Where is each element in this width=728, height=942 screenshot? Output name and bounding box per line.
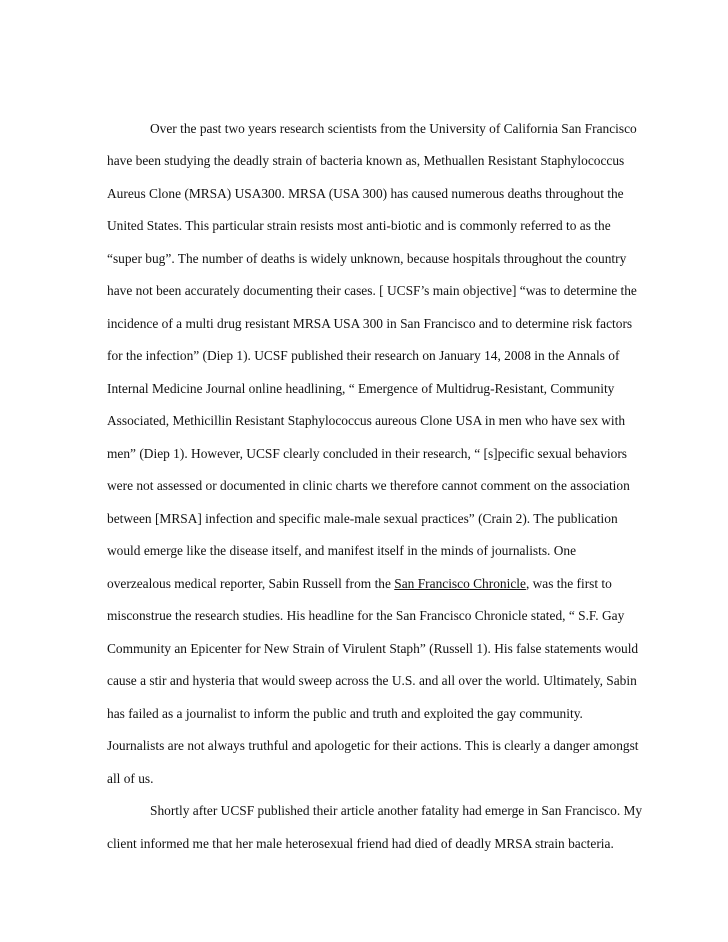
paragraph-1-line-13: between [MRSA] infection and specific male-male sexual practices” (Crain 2). The publication (107, 511, 618, 526)
paragraph-1-line-19: has failed as a journalist to inform the public and truth and exploited the gay community. (107, 706, 583, 721)
newspaper-title: San Francisco Chronicle (394, 576, 526, 591)
paragraph-1-line-8: for the infection” (Diep 1). UCSF published their research on January 14, 2008 in the Annals of (107, 348, 620, 363)
paragraph-1-line-4: United States. This particular strain resists most anti-biotic and is commonly referred to as the (107, 218, 611, 233)
paragraph-1-line-7: incidence of a multi drug resistant MRSA USA 300 in San Francisco and to determine risk factors (107, 316, 633, 331)
paragraph-1-line-16: misconstrue the research studies. His headline for the San Francisco Chronicle stated, “ S.F. Gay (107, 608, 625, 623)
paragraph-1-line-18: cause a stir and hysteria that would sweep across the U.S. and all over the world. Ultimately, Sabin (107, 673, 637, 688)
paragraph-1-line-20: Journalists are not always truthful and apologetic for their actions. This is clearly a danger amongst (107, 738, 639, 753)
paragraph-1-line-12: were not assessed or documented in clinic charts we therefore cannot comment on the association (107, 478, 630, 493)
paragraph-1-line-6: have not been accurately documenting their cases. [ UCSF’s main objective] “was to determine the (107, 283, 637, 298)
paragraph-1-line-2: have been studying the deadly strain of bacteria known as, Methuallen Resistant Staphylococcus (107, 153, 625, 168)
paragraph-1-line-10: Associated, Methicillin Resistant Staphylococcus aureous Clone USA in men who have sex with (107, 413, 626, 428)
paragraph-1-line-9: Internal Medicine Journal online headlining, “ Emergence of Multidrug-Resistant, Community (107, 381, 615, 396)
paragraph-1-line-21: all of us. (107, 771, 154, 786)
paragraph-1-line-11: men” (Diep 1). However, UCSF clearly concluded in their research, “ [s]pecific sexual behaviors (107, 446, 628, 461)
line-text-after-title: , was the first to (525, 576, 612, 591)
paragraph-1-line-14: would emerge like the disease itself, and manifest itself in the minds of journalists. One (107, 543, 577, 558)
paragraph-1-line-3: Aureus Clone (MRSA) USA300. MRSA (USA 300) has caused numerous deaths throughout the (107, 186, 624, 201)
line-text-before-title: overzealous medical reporter, Sabin Russell from the (107, 576, 395, 591)
paragraph-2-line-2: client informed me that her male heterosexual friend had died of deadly MRSA strain bacteria. (107, 836, 614, 851)
paragraph-2-line-1: Shortly after UCSF published their article another fatality had emerge in San Francisco. My (150, 803, 643, 818)
paragraph-1-line-5: “super bug”. The number of deaths is widely unknown, because hospitals throughout the country (107, 251, 627, 266)
paragraph-1-line-17: Community an Epicenter for New Strain of Virulent Staph” (Russell 1). His false statements would (107, 641, 639, 656)
paragraph-1-line-15 (107, 576, 612, 592)
paragraph-1-line-1: Over the past two years research scientists from the University of California San Francisco (150, 121, 637, 136)
